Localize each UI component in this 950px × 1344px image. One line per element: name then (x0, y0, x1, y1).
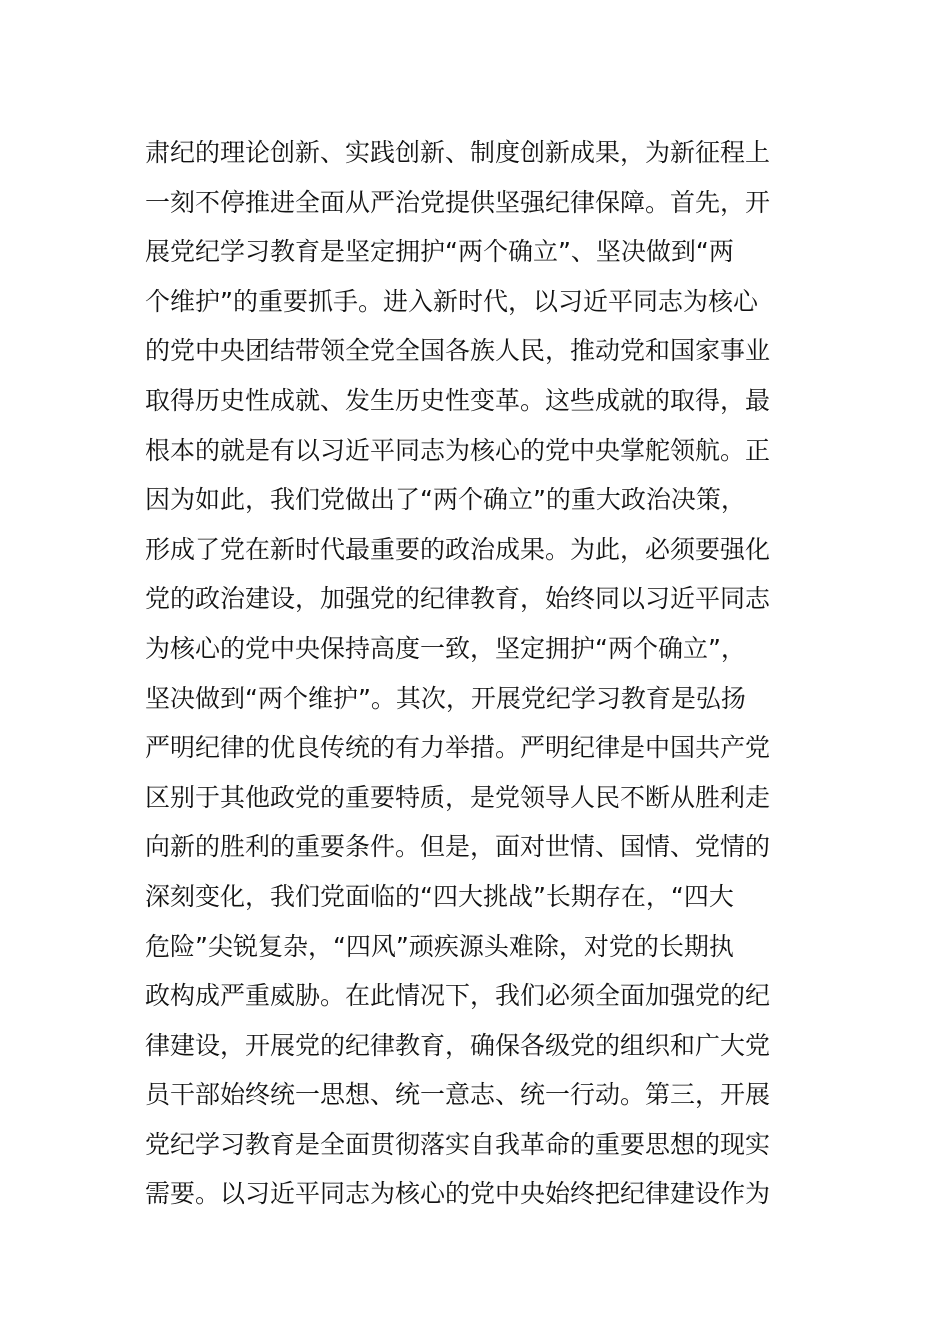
text-line: 需要。以习近平同志为核心的党中央始终把纪律建设作为 (145, 1179, 771, 1209)
text-line: 律建设，开展党的纪律教育，确保各级党的组织和广大党 (145, 1030, 771, 1060)
text-line: 取得历史性成就、发生历史性变革。这些成就的取得，最 (145, 385, 771, 415)
text-line: 肃纪的理论创新、实践创新、制度创新成果，为新征程上 (145, 138, 771, 167)
text-line: 为核心的党中央保持高度一致，坚定拥护“两个确立”， (145, 633, 746, 663)
text-line: 因为如此，我们党做出了“两个确立”的重大政治决策， (145, 485, 746, 515)
text-line: 坚决做到“两个维护”。其次，开展党纪学习教育是弘扬 (145, 683, 746, 713)
text-line: 严明纪律的优良传统的有力举措。严明纪律是中国共产党 (145, 733, 771, 763)
text-line: 根本的就是有以习近平同志为核心的党中央掌舵领航。正 (145, 435, 771, 465)
text-line: 区别于其他政党的重要特质，是党领导人民不断从胜利走 (145, 782, 771, 812)
text-line: 党纪学习教育是全面贯彻落实自我革命的重要思想的现实 (145, 1129, 771, 1159)
text-line: 的党中央团结带领全党全国各族人民，推动党和国家事业 (145, 336, 771, 366)
body-paragraph (145, 128, 815, 1219)
text-line: 一刻不停推进全面从严治党提供坚强纪律保障。首先，开 (145, 187, 771, 217)
text-line: 个维护”的重要抓手。进入新时代，以习近平同志为核心 (145, 286, 758, 316)
text-line: 员干部始终统一思想、统一意志、统一行动。第三，开展 (145, 1080, 771, 1110)
text-line: 深刻变化，我们党面临的“四大挑战”长期存在，“四大 (145, 881, 734, 911)
text-line: 展党纪学习教育是坚定拥护“两个确立”、坚决做到“两 (145, 237, 734, 267)
text-line: 危险”尖锐复杂，“四风”顽疾源头难除，对党的长期执 (145, 931, 734, 961)
text-line: 形成了党在新时代最重要的政治成果。为此，必须要强化 (145, 534, 771, 564)
text-line: 党的政治建设，加强党的纪律教育，始终同以习近平同志 (145, 584, 771, 614)
text-line: 政构成严重威胁。在此情况下，我们必须全面加强党的纪 (145, 981, 771, 1011)
text-line: 向新的胜利的重要条件。但是，面对世情、国情、党情的 (145, 832, 771, 862)
